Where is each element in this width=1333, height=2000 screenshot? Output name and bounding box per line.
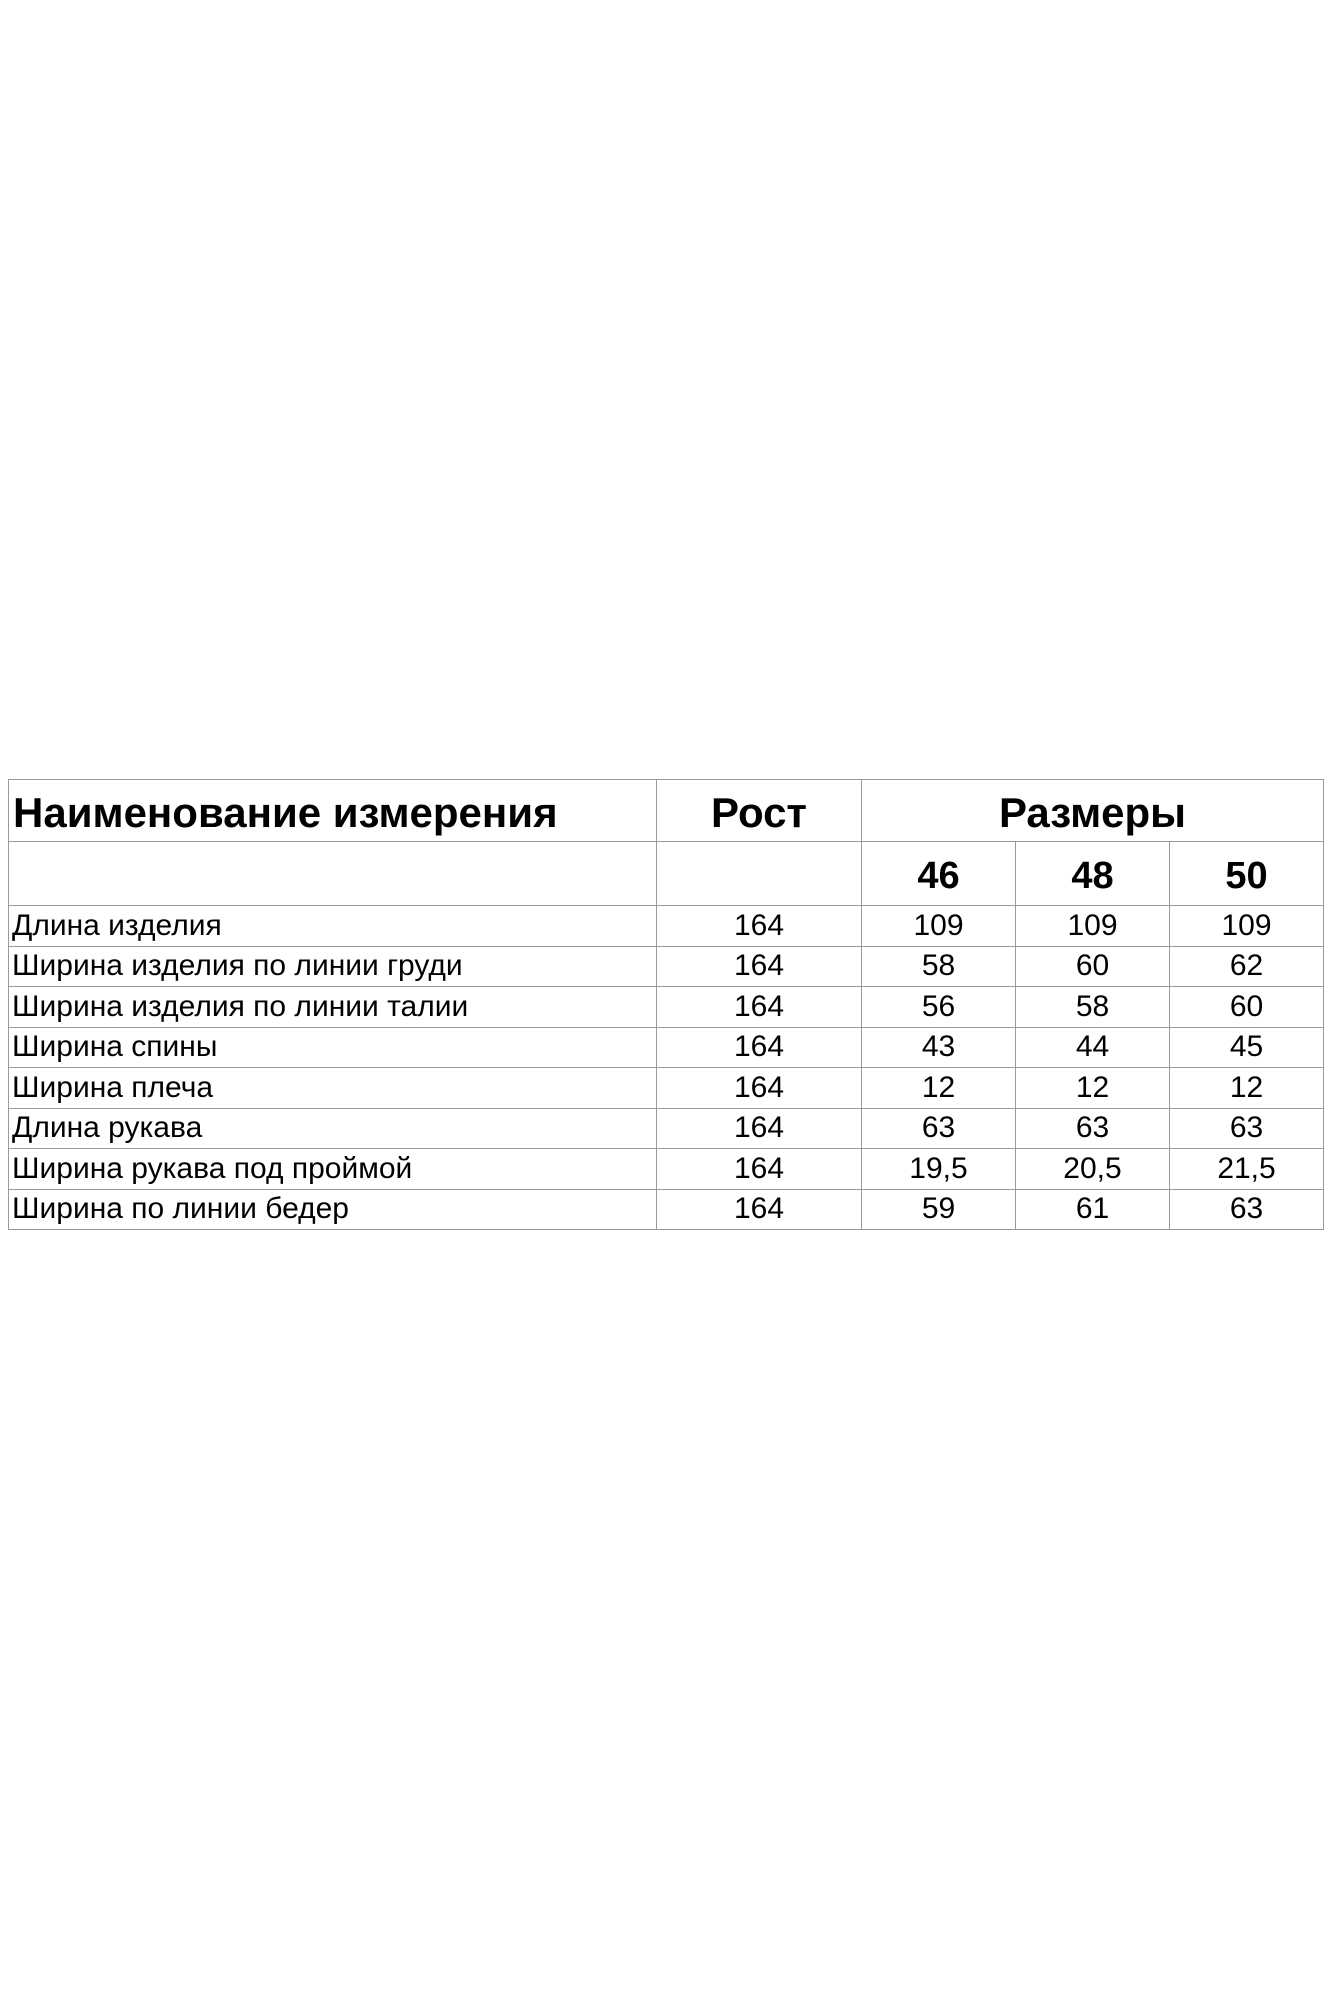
row-size-48-value: 44: [1016, 1027, 1170, 1068]
table-row: [9, 906, 1324, 947]
header-height: Рост: [657, 780, 862, 842]
row-size-48-value: 58: [1016, 987, 1170, 1028]
header-sizes-group: Размеры: [862, 780, 1324, 842]
row-size-46-value: 109: [862, 906, 1016, 947]
row-measurement-name: Ширина спины: [9, 1027, 657, 1068]
size-46-header: 46: [862, 842, 1016, 906]
row-height-value: 164: [657, 906, 862, 947]
row-measurement-name: Ширина плеча: [9, 1068, 657, 1109]
row-size-50-value: 12: [1170, 1068, 1324, 1109]
row-size-48-value: 60: [1016, 946, 1170, 987]
row-size-50-value: 45: [1170, 1027, 1324, 1068]
size-50-header: 50: [1170, 842, 1324, 906]
size-chart-table: [8, 779, 1324, 1230]
row-height-value: 164: [657, 1149, 862, 1190]
row-height-value: 164: [657, 1108, 862, 1149]
table-sizes-row: [9, 842, 1324, 906]
row-size-46-value: 43: [862, 1027, 1016, 1068]
table-row: [9, 1149, 1324, 1190]
empty-cell: [657, 842, 862, 906]
row-measurement-name: Длина изделия: [9, 906, 657, 947]
row-measurement-name: Ширина изделия по линии талии: [9, 987, 657, 1028]
row-measurement-name: Ширина рукава под проймой: [9, 1149, 657, 1190]
row-measurement-name: Длина рукава: [9, 1108, 657, 1149]
row-height-value: 164: [657, 946, 862, 987]
size-48-header: 48: [1016, 842, 1170, 906]
row-size-46-value: 58: [862, 946, 1016, 987]
row-size-50-value: 21,5: [1170, 1149, 1324, 1190]
row-size-50-value: 62: [1170, 946, 1324, 987]
row-size-48-value: 61: [1016, 1189, 1170, 1230]
row-size-48-value: 20,5: [1016, 1149, 1170, 1190]
row-size-46-value: 19,5: [862, 1149, 1016, 1190]
table-row: [9, 1027, 1324, 1068]
table-row: [9, 946, 1324, 987]
row-size-46-value: 59: [862, 1189, 1016, 1230]
table-row: [9, 987, 1324, 1028]
empty-cell: [9, 842, 657, 906]
table-header-row: [9, 780, 1324, 842]
table-row: [9, 1108, 1324, 1149]
row-height-value: 164: [657, 1027, 862, 1068]
row-size-50-value: 109: [1170, 906, 1324, 947]
row-height-value: 164: [657, 987, 862, 1028]
row-size-46-value: 63: [862, 1108, 1016, 1149]
header-measurement-name: Наименование измерения: [9, 780, 657, 842]
row-size-46-value: 12: [862, 1068, 1016, 1109]
row-height-value: 164: [657, 1068, 862, 1109]
row-size-48-value: 63: [1016, 1108, 1170, 1149]
row-size-50-value: 60: [1170, 987, 1324, 1028]
row-measurement-name: Ширина по линии бедер: [9, 1189, 657, 1230]
row-measurement-name: Ширина изделия по линии груди: [9, 946, 657, 987]
row-size-50-value: 63: [1170, 1108, 1324, 1149]
row-size-48-value: 109: [1016, 906, 1170, 947]
row-size-50-value: 63: [1170, 1189, 1324, 1230]
row-size-46-value: 56: [862, 987, 1016, 1028]
row-height-value: 164: [657, 1189, 862, 1230]
row-size-48-value: 12: [1016, 1068, 1170, 1109]
table-row: [9, 1189, 1324, 1230]
table-row: [9, 1068, 1324, 1109]
